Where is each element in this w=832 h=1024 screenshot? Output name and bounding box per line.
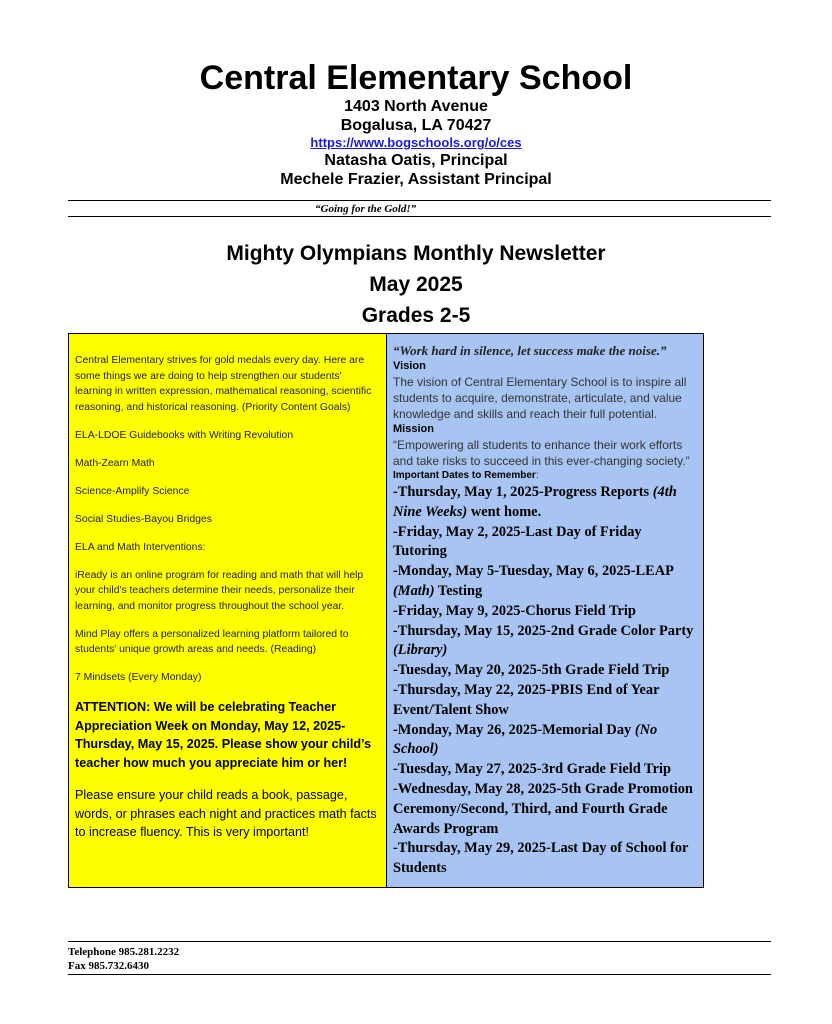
science-program: Science-Amplify Science (75, 485, 190, 497)
mission-heading: Mission (393, 423, 434, 435)
principal-name: Natasha Oatis, Principal (324, 152, 508, 169)
date-entry-text: -Thursday, May 29, 2025-Last Day of School for Students (393, 840, 689, 877)
date-entry (393, 839, 697, 879)
quote: “Work hard in silence, let success make the noise.” (393, 343, 667, 358)
vision-text: The vision of Central Elementary School is to inspire all students to acquire, demonstrate, articulate, and value knowledge and skills and reach their full potential. (393, 375, 687, 421)
mindsets-note: 7 Mindsets (Every Monday) (75, 672, 202, 683)
left-column (69, 334, 387, 887)
date-entry (393, 721, 697, 761)
newsletter-content-box (68, 333, 704, 888)
website-link[interactable]: https://www.bogschools.org/o/ces (310, 135, 522, 150)
date-entry (393, 760, 697, 780)
dates-heading: Important Dates to Remember: (393, 470, 539, 481)
math-program: Math-Zearn Math (75, 457, 155, 469)
date-entry-note: (4th Nine Weeks) (393, 484, 677, 520)
date-entry (393, 523, 697, 563)
date-entry-text: -Monday, May 5-Tuesday, May 6, 2025-LEAP (393, 563, 674, 580)
date-entry-text: -Tuesday, May 27, 2025-3rd Grade Field Trip (393, 761, 671, 778)
date-entry-text: -Monday, May 26, 2025-Memorial Day (393, 721, 635, 738)
interventions-heading: ELA and Math Interventions: (75, 541, 206, 553)
date-entry-text: -Friday, May 9, 2025-Chorus Field Trip (393, 602, 636, 619)
fax: Fax 985.732.6430 (68, 960, 149, 972)
dates-list (393, 483, 697, 879)
date-entry (393, 681, 697, 721)
ela-program: ELA-LDOE Guidebooks with Writing Revolution (75, 429, 294, 441)
dates-heading-label: Important Dates to Remember (393, 470, 536, 481)
header-rule-bottom (68, 216, 771, 217)
header-rule-top (68, 200, 771, 201)
date-entry-suffix: Testing (434, 582, 483, 599)
newsletter-grades: Grades 2-5 (361, 304, 471, 327)
address-line-1: 1403 North Avenue (344, 98, 488, 115)
date-entry-text: -Thursday, May 1, 2025-Progress Reports (393, 484, 653, 500)
date-entry-note: (Library) (393, 642, 448, 659)
assistant-principal-name: Mechele Frazier, Assistant Principal (280, 171, 552, 188)
mindplay-description: Mind Play offers a personalized learning platform tailored to students' unique growth areas and needs. (Reading) (75, 628, 349, 655)
attention-notice: ATTENTION: We will be celebrating Teacher Appreciation Week on Monday, May 12, 2025-Thursday, May 15, 2025. Please show your child’s teacher how much you appreciate him or her! (75, 700, 372, 770)
newsletter-title: Mighty Olympians Monthly Newsletter (226, 242, 606, 265)
date-entry (393, 780, 697, 839)
footer-rule-bottom (68, 974, 771, 975)
date-entry-text: -Thursday, May 22, 2025-PBIS End of Year Event/Talent Show (393, 681, 660, 718)
date-entry (393, 602, 697, 622)
date-entry-text: -Thursday, May 15, 2025-2nd Grade Color Party (393, 622, 694, 639)
iready-description: iReady is an online program for reading and math that will help your child's teachers determine their needs, personalize their learning, and monitor progress throughout the school year. (75, 569, 364, 612)
reading-reminder: Please ensure your child reads a book, passage, words, or phrases each night and practices math facts to increase fluency. This is very important! (75, 788, 377, 839)
mission-text: “Empowering all students to enhance their work efforts and take risks to succeed in this ever-changing society.” (393, 438, 690, 468)
address-line-2: Bogalusa, LA 70427 (340, 117, 492, 134)
date-entry-text: -Wednesday, May 28, 2025-5th Grade Promotion Ceremony/Second, Third, and Fourth Grade Awards Program (393, 780, 693, 837)
vision-heading: Vision (393, 360, 426, 372)
date-entry-note: (Math) (393, 582, 435, 599)
date-entry (393, 622, 697, 662)
date-entry-suffix: went home. (467, 503, 542, 520)
date-entry-text: -Tuesday, May 20, 2025-5th Grade Field Trip (393, 662, 670, 679)
date-entry (393, 661, 697, 681)
telephone: Telephone 985.281.2232 (68, 946, 180, 958)
date-entry-text: -Friday, May 2, 2025-Last Day of Friday Tutoring (393, 523, 642, 560)
date-entry (393, 483, 697, 523)
footer-rule-top (68, 941, 771, 942)
school-motto: “Going for the Gold!” (315, 203, 417, 215)
intro-paragraph: Central Elementary strives for gold medals every day. Here are some things we are doing to help strengthen our students' learning in written expression, mathematical reasoning, scientific reasoning, and historical reasoning. (Priority Content Goals) (75, 355, 372, 413)
right-column (387, 334, 703, 887)
newsletter-month: May 2025 (369, 273, 463, 296)
date-entry (393, 562, 697, 602)
social-studies-program: Social Studies-Bayou Bridges (75, 513, 212, 525)
date-entry-note: (No School) (393, 721, 658, 758)
school-name: Central Elementary School (199, 59, 633, 97)
